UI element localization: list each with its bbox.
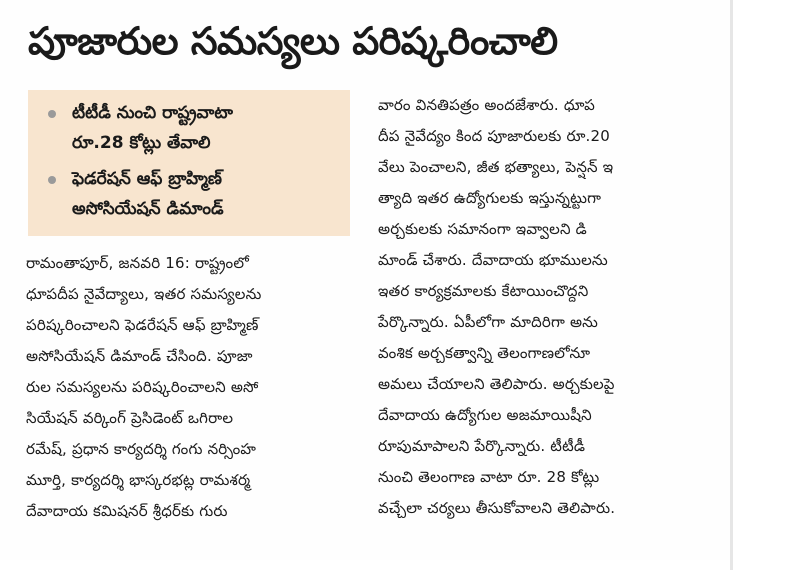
highlight-line: ఫెడరేషన్ ఆఫ్ బ్రాహ్మిణ్ [72,169,222,189]
text-line: రుల సమస్యలను పరిష్కరించాలని అసో [26,378,259,396]
text-line: వారం వినతిపత్రం అందజేశారు. ధూప [378,96,596,114]
text-line: నుంచి తెలంగాణ వాటా రూ. 28 కోట్లు [378,468,600,486]
highlight-line: టీటీడీ నుంచి రాష్ట్రవాటా [72,103,233,123]
text-line: మాండ్ చేశారు. దేవాదాయ భూములను [378,251,608,269]
page-edge [730,0,733,570]
text-line: దీప నైవేద్యం కింద పూజారులకు రూ.20 [378,127,611,145]
text-line: రమేష్, ప్రధాన కార్యదర్శి గంగు నర్సింహ [26,440,257,458]
text-line: త్యాది ఇతర ఉద్యోగులకు ఇస్తున్నట్టుగా [378,189,602,207]
highlight-line: రూ.28 కోట్లు తేవాలి [72,133,211,153]
text-line: సియేషన్ వర్కింగ్ ప్రెసిడెంట్ ఒగిరాల [26,409,234,427]
highlight-line: అసోసియేషన్ డిమాండ్ [72,199,224,219]
text-line: అమలు చేయాలని తెలిపారు. అర్చకులపై [378,375,615,393]
text-line: రూపుమాపాలని పేర్కొన్నారు. టీటీడీ [378,437,586,455]
text-line: ధూపదీప నైవేద్యాలు, ఇతర సమస్యలను [26,285,262,303]
body-column-left [26,248,356,527]
text-line: వంశిక అర్చకత్వాన్ని తెలంగాణలోనూ [378,344,591,362]
text-line: ఇతర కార్యక్రమాలకు కేటాయించొద్దని [378,282,589,300]
highlight-item [44,98,344,158]
highlight-item [44,164,344,224]
bullet-icon [48,176,56,184]
text-line: దేవాదాయ కమిషనర్ శ్రీధర్‌కు గురు [26,502,228,520]
text-line: మూర్తి, కార్యదర్శి భాస్కరభట్ల రామశర్మ [26,471,251,489]
text-line: దేవాదాయ ఉద్యోగుల అజమాయిషీని [378,406,592,424]
headline: పూజారుల సమస్యలు పరిష్కరించాలి [28,19,558,63]
highlight-list [44,98,344,224]
highlight-box [28,90,350,236]
text-line: రామంతాపూర్, జనవరి 16: రాష్ట్రంలో [26,254,249,272]
text-line: పరిష్కరించాలని ఫెడరేషన్ ఆఫ్ బ్రాహ్మిణ్ [26,316,259,334]
text-line: వచ్చేలా చర్యలు తీసుకోవాలని తెలిపారు. [378,499,616,517]
text-line: పేర్కొన్నారు. ఏపీలోగా మాదిరిగా అను [378,313,599,331]
bullet-icon [48,110,56,118]
body-column-right [378,90,708,524]
text-line: అర్చకులకు సమానంగా ఇవ్వాలని డి [378,220,587,238]
text-line: అసోసియేషన్ డిమాండ్ చేసింది. పూజా [26,347,253,365]
text-line: వేలు పెంచాలని, జీత భత్యాలు, పెన్షన్ ఇ [378,158,614,176]
